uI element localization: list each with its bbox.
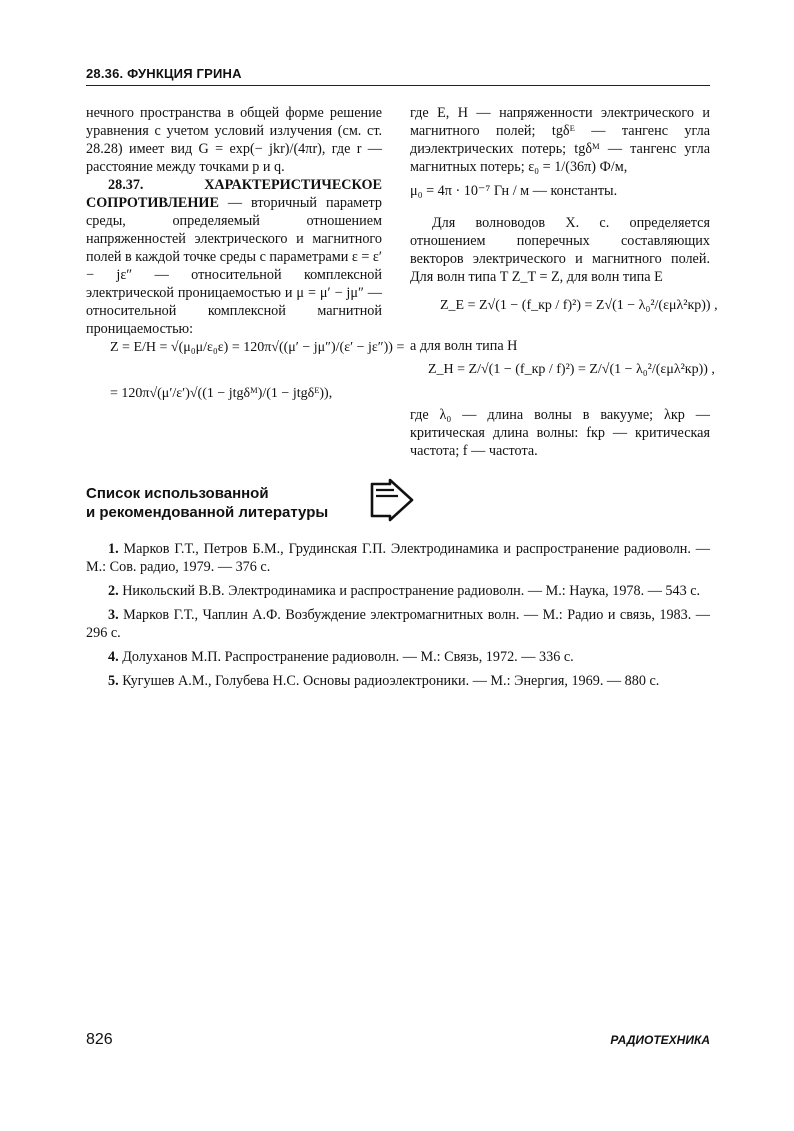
left-paragraph-2 <box>86 176 382 338</box>
reference-item: 1. Марков Г.Т., Петров Б.М., Грудинская Г.П. Электродинамика и распространение радиоволн. — М.: Сов. радио, 1979. — 376 с. <box>86 541 710 575</box>
section-body-28-37: — вторичный параметр среды, определяемый отношением напряженностей электрического и магнитного полей в каждой точке среды с параметрами ε = ε′ − jε″ — относительной комплексной электрической проницаемостью и μ = μ′ − jμ″ — относительной комплексной магнитной проницаемостью: <box>86 195 382 337</box>
right-paragraph-1: где E, H — напряженности электрического и магнитного полей; tgδᴱ — тангенс угла диэлектрических потерь; tgδᴹ — тангенс угла магнитных потерь; ε₀ = 1/(36π) Ф/м, <box>410 105 710 175</box>
running-header: 28.36. ФУНКЦИЯ ГРИНА <box>86 66 242 81</box>
left-column <box>86 104 382 338</box>
references-list <box>86 540 710 696</box>
right-column <box>410 104 710 286</box>
section-heading-28-37: 28.37. ХАРАКТЕРИСТИЧЕСКОЕ СОПРОТИВЛЕНИЕ <box>86 177 382 211</box>
reference-item: 4. Долуханов М.П. Распространение радиоволн. — М.: Связь, 1972. — 336 с. <box>108 649 574 665</box>
bibliography-title-line1: Список использованной <box>86 485 269 502</box>
bibliography-arrow-icon <box>368 478 416 524</box>
formula-h-intro: а для волн типа H <box>410 338 518 354</box>
page-number: 826 <box>86 1031 113 1048</box>
right-paragraph-2: Для волноводов Х. с. определяется отношением поперечных составляющих векторов электрического и магнитного полей. Для волн типа T Z_T = Z, для волн типа E <box>410 215 710 285</box>
reference-item: 5. Кугушев А.М., Голубева Н.С. Основы радиоэлектроники. — М.: Энергия, 1969. — 880 с. <box>108 673 660 689</box>
book-title: РАДИОТЕХНИКА <box>610 1033 710 1047</box>
reference-item: 2. Никольский В.В. Электродинамика и распространение радиоволн. — М.: Наука, 1978. — 543 с. <box>108 583 701 599</box>
bibliography-title <box>86 484 328 522</box>
reference-item: 3. Марков Г.Т., Чаплин А.Ф. Возбуждение электромагнитных волн. — М.: Радио и связь, 1983. — 296 с. <box>86 607 710 641</box>
left-paragraph-1: нечного пространства в общей форме решение уравнения с учетом условий излучения (см. ст. 28.28) имеет вид G = exp(− jkr)/(4πr), где r — расстояние между точками p и q. <box>86 105 382 175</box>
formula-z-line2: = 120π√(μ′/ε′)√((1 − jtgδᴹ)/(1 − jtgδᴱ)), <box>110 386 333 401</box>
right-paragraph-3: где λ₀ — длина волны в вакууме; λкр — критическая длина волны: fкр — критическая частота; f — частота. <box>410 407 710 459</box>
bibliography-title-line2: и рекомендованной литературы <box>86 504 329 521</box>
formula-zh: Z_H = Z/√(1 − (f_кр / f)²) = Z/√(1 − λ₀²/(εμλ²кр)) , <box>428 362 715 377</box>
formula-z-line1: Z = E/H = √(μ₀μ/ε₀ε) = 120π√((μ′ − jμ″)/(ε′ − jε″)) = <box>110 340 405 355</box>
right-paragraph-1b: μ₀ = 4π · 10⁻⁷ Гн / м — константы. <box>410 183 618 199</box>
formula-ze: Z_E = Z√(1 − (f_кр / f)²) = Z√(1 − λ₀²/(εμλ²кр)) , <box>440 298 718 313</box>
header-rule <box>86 85 710 86</box>
